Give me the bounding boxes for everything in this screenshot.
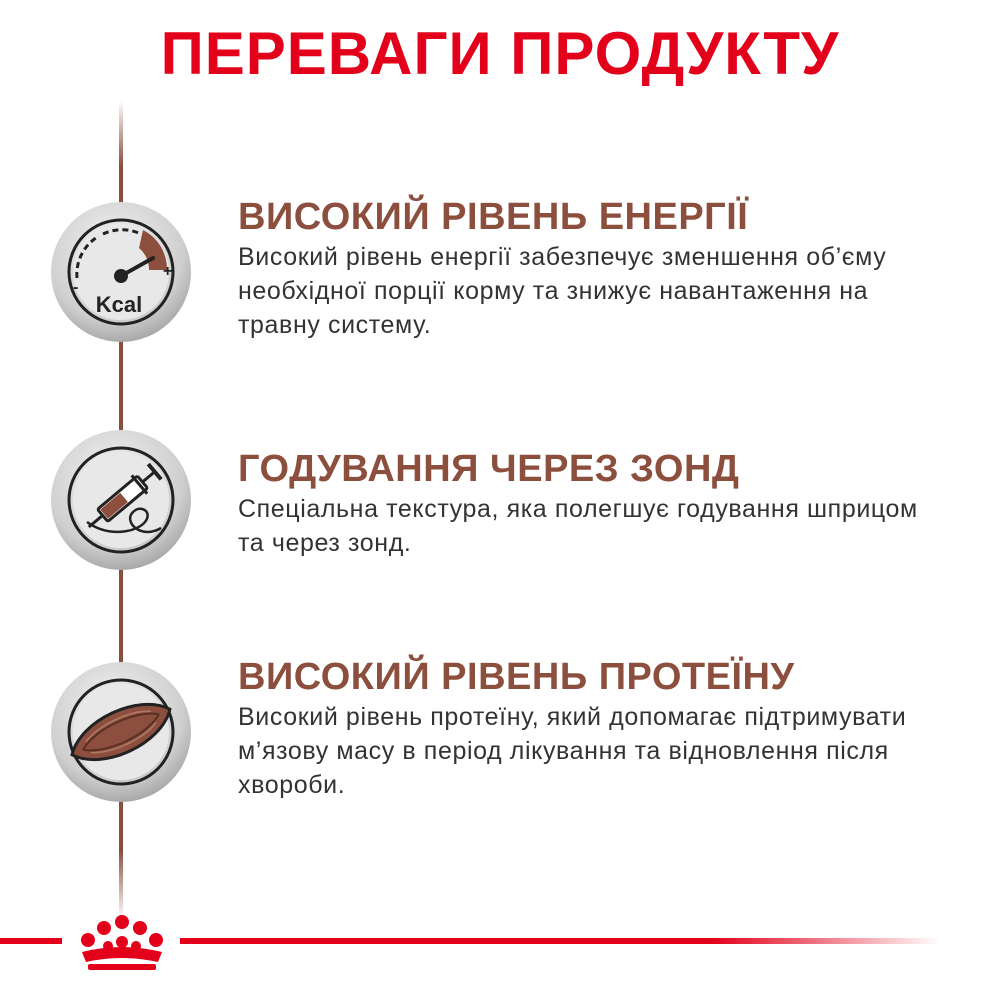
muscle-icon <box>49 660 193 804</box>
footer-line-right <box>180 938 940 944</box>
svg-text:+: + <box>163 263 173 280</box>
feature-tube-feeding <box>238 446 978 560</box>
timeline-line-top <box>119 100 123 210</box>
feature-text-line: Високий рівень енергії забезпечує зменшення об’єму <box>238 243 887 271</box>
svg-text:-: - <box>73 279 79 296</box>
feature-text-line: Високий рівень протеїну, який допомагає підтримувати <box>238 703 907 731</box>
feature-high-energy <box>238 194 978 342</box>
page-title: ПЕРЕВАГИ ПРОДУКТУ <box>160 20 840 87</box>
kcal-label: Kcal <box>95 292 143 317</box>
feature-text-line: необхідної порції корму та знижує навантаження на <box>238 277 869 305</box>
syringe-tube-icon <box>49 428 193 572</box>
feature-text-line: Спеціальна текстура, яка полегшує годування шприцом <box>238 495 918 523</box>
feature-heading: ГОДУВАННЯ ЧЕРЕЗ ЗОНД <box>238 448 740 490</box>
feature-high-protein <box>238 654 978 802</box>
kcal-gauge-icon <box>49 200 193 344</box>
feature-text-line: м’язову масу в період лікування та відновлення після <box>238 737 889 765</box>
feature-heading: ВИСОКИЙ РІВЕНЬ ПРОТЕЇНУ <box>238 656 795 698</box>
feature-heading: ВИСОКИЙ РІВЕНЬ ЕНЕРГІЇ <box>238 196 749 238</box>
feature-text-line: хвороби. <box>238 771 346 799</box>
footer-line-left <box>0 938 62 944</box>
feature-text-line: травну систему. <box>238 311 432 339</box>
timeline-line-bottom <box>119 850 123 920</box>
feature-text-line: та через зонд. <box>238 529 412 557</box>
royal-canin-crown-logo <box>68 912 176 974</box>
